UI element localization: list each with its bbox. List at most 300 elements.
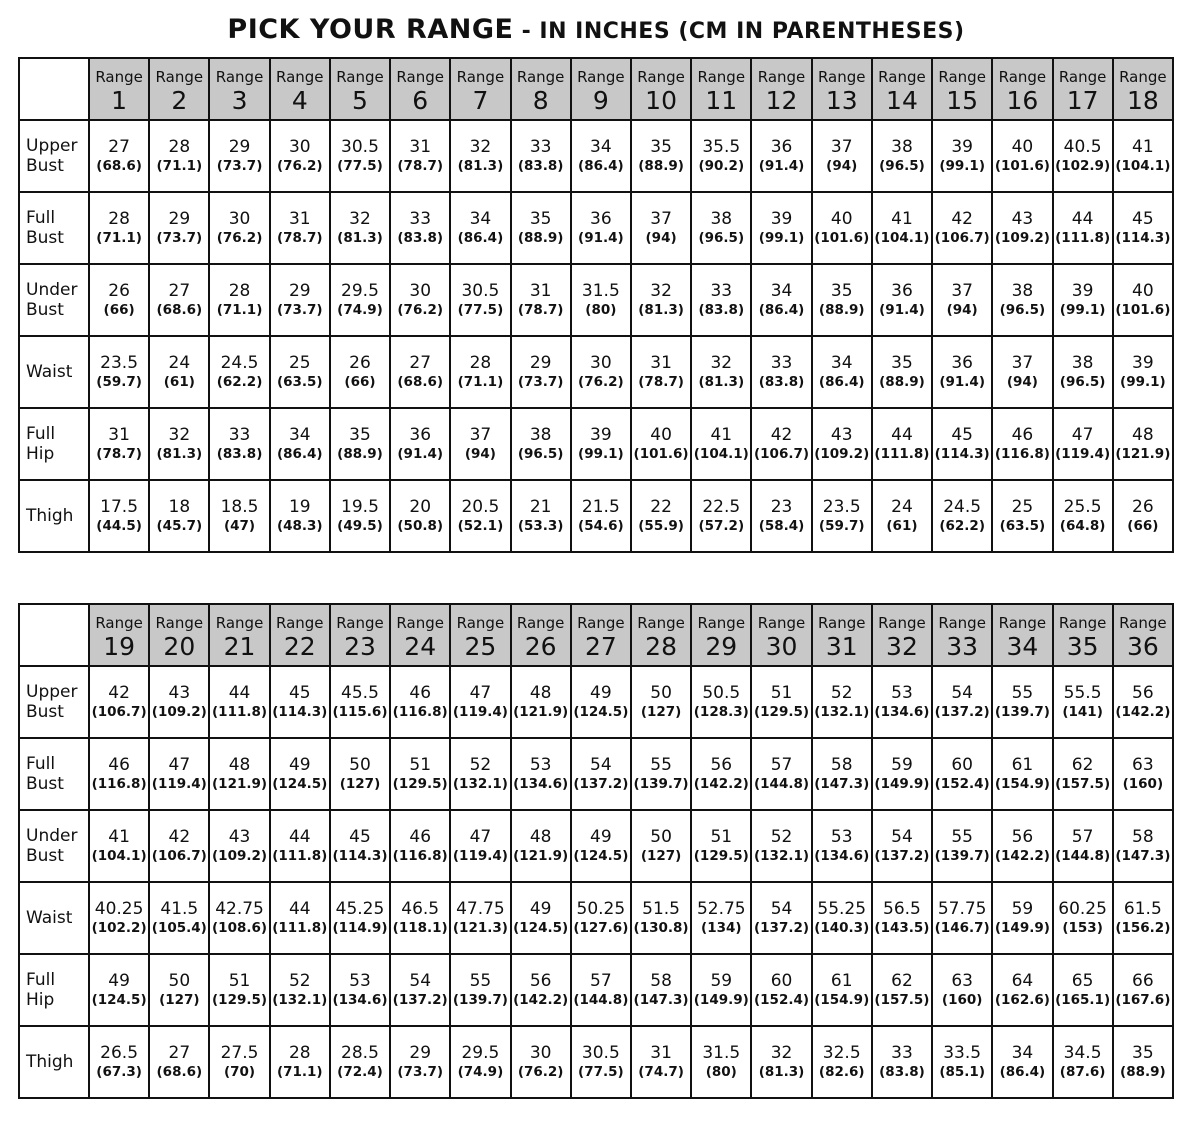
measurement-cell	[450, 192, 510, 264]
measurement-cell	[691, 264, 751, 336]
cm-value: (73.7)	[397, 1064, 444, 1081]
cm-value: (94)	[946, 302, 978, 319]
cm-value: (114.3)	[934, 446, 990, 463]
range-number: 30	[765, 631, 798, 661]
range-number: 1	[111, 85, 128, 115]
range-number: 23	[344, 631, 376, 661]
measurement-cell	[571, 264, 631, 336]
cm-value: (59.7)	[818, 518, 865, 535]
inches-value: 31.5	[581, 280, 620, 301]
inches-value: 38	[1011, 280, 1034, 301]
measurement-cell	[751, 264, 811, 336]
range-word: Range	[577, 67, 625, 86]
row-label-line1: Upper	[26, 135, 78, 156]
cm-value: (137.2)	[573, 776, 629, 793]
inches-value: 33.5	[943, 1042, 982, 1063]
cm-value: (76.2)	[517, 1064, 564, 1081]
cm-value: (74.7)	[638, 1064, 684, 1081]
range-number: 27	[584, 631, 617, 661]
inches-value: 32	[349, 208, 371, 229]
measurement-cell	[932, 954, 992, 1026]
range-word: Range	[938, 613, 986, 632]
measurement-cell	[751, 480, 811, 552]
inches-value: 51	[409, 754, 432, 775]
inches-value: 20	[409, 496, 432, 517]
cm-value: (77.5)	[578, 1064, 624, 1081]
cm-value: (88.9)	[638, 158, 684, 175]
measurement-cell	[571, 120, 631, 192]
measurement-cell	[751, 954, 811, 1026]
range-word: Range	[817, 613, 866, 632]
cm-value: (124.5)	[91, 992, 147, 1009]
measurement-cell	[751, 120, 811, 192]
cm-value: (134)	[701, 920, 742, 937]
measurement-cell	[992, 810, 1052, 882]
measurement-cell	[631, 882, 691, 954]
inches-value: 55	[469, 970, 492, 991]
measurement-cell	[631, 666, 691, 738]
range-number: 32	[886, 631, 918, 661]
cm-value: (76.2)	[276, 158, 323, 175]
range-number: 21	[223, 631, 256, 661]
cm-value: (81.3)	[698, 374, 745, 391]
cm-value: (147.3)	[1115, 848, 1171, 865]
cm-value: (134.6)	[513, 776, 569, 793]
inches-value: 48	[529, 682, 552, 703]
measurement-cell	[872, 882, 932, 954]
inches-value: 56	[529, 970, 552, 991]
cm-value: (128.3)	[693, 704, 749, 721]
range-header	[631, 58, 691, 120]
cm-value: (106.7)	[91, 704, 147, 721]
measurement-cell	[1053, 408, 1113, 480]
cm-value: (101.6)	[814, 230, 870, 247]
range-word: Range	[336, 613, 384, 632]
inches-value: 34	[830, 352, 853, 373]
measurement-cell	[1053, 954, 1113, 1026]
measurement-cell	[89, 120, 149, 192]
inches-value: 30	[409, 280, 432, 301]
cm-value: (121.9)	[212, 776, 268, 793]
cm-value: (149.9)	[874, 776, 930, 793]
range-header	[1113, 604, 1173, 666]
inches-value: 57	[1071, 826, 1094, 847]
inches-value: 36	[590, 208, 612, 229]
range-word: Range	[275, 613, 324, 632]
cm-value: (58.4)	[758, 518, 805, 535]
cm-value: (114.9)	[332, 920, 388, 937]
row-label-line1: Full	[26, 207, 56, 228]
inches-value: 21	[529, 496, 552, 517]
measurement-cell	[450, 954, 510, 1026]
cm-value: (68.6)	[397, 374, 444, 391]
range-header	[209, 58, 269, 120]
cm-value: (66)	[103, 302, 135, 319]
measurement-cell	[691, 738, 751, 810]
cm-value: (139.7)	[994, 704, 1050, 721]
row-label-line2: Hip	[26, 990, 55, 1010]
inches-value: 33	[770, 352, 793, 373]
row-label-line2: Bust	[26, 702, 64, 722]
range-word: Range	[577, 613, 625, 632]
measurement-cell	[571, 480, 631, 552]
cm-value: (132.1)	[753, 848, 810, 865]
cm-value: (45.7)	[156, 518, 203, 535]
measurement-cell	[209, 1026, 269, 1098]
inches-value: 26	[349, 352, 371, 373]
measurement-cell	[812, 1026, 872, 1098]
range-number: 18	[1126, 85, 1159, 115]
cm-value: (81.3)	[638, 302, 684, 319]
measurement-cell	[149, 480, 209, 552]
inches-value: 31	[409, 136, 432, 157]
cm-value: (129.5)	[753, 704, 810, 721]
inches-value: 24.5	[220, 352, 259, 373]
inches-value: 57	[590, 970, 612, 991]
range-header	[932, 58, 992, 120]
measurement-row	[19, 192, 1173, 264]
cm-value: (99.1)	[758, 230, 805, 247]
inches-value: 42	[770, 424, 793, 445]
inches-value: 60	[770, 970, 793, 991]
cm-value: (124.5)	[573, 848, 629, 865]
range-header	[89, 604, 149, 666]
row-label-line1: Full	[26, 423, 56, 444]
cm-value: (78.7)	[276, 230, 323, 247]
cm-value: (167.6)	[1115, 992, 1171, 1009]
cm-value: (121.9)	[1115, 446, 1171, 463]
cm-value: (162.6)	[994, 992, 1050, 1009]
measurement-cell	[992, 738, 1052, 810]
measurement-cell	[571, 882, 631, 954]
cm-value: (134.6)	[814, 848, 870, 865]
cm-value: (116.8)	[91, 776, 147, 793]
measurement-cell	[751, 738, 811, 810]
inches-value: 42	[951, 208, 973, 229]
inches-value: 52.75	[696, 898, 746, 919]
inches-value: 37	[650, 208, 672, 229]
measurement-cell	[511, 120, 571, 192]
measurement-cell	[751, 1026, 811, 1098]
cm-value: (101.6)	[633, 446, 689, 463]
inches-value: 65	[1071, 970, 1094, 991]
measurement-cell	[209, 336, 269, 408]
measurement-cell	[812, 120, 872, 192]
measurement-cell	[89, 480, 149, 552]
inches-value: 38	[710, 208, 733, 229]
inches-value: 60.25	[1058, 898, 1107, 919]
range-word: Range	[155, 613, 204, 632]
cm-value: (130.8)	[633, 920, 689, 937]
measurement-row	[19, 666, 1173, 738]
inches-value: 28	[288, 1042, 311, 1063]
measurement-cell	[1053, 738, 1113, 810]
inches-value: 31.5	[702, 1042, 741, 1063]
measurement-cell	[390, 264, 450, 336]
measurement-cell	[1113, 480, 1173, 552]
inches-value: 30	[288, 136, 311, 157]
measurement-cell	[932, 408, 992, 480]
range-header	[812, 58, 872, 120]
inches-value: 53	[529, 754, 552, 775]
cm-value: (87.6)	[1059, 1064, 1106, 1081]
cm-value: (86.4)	[818, 374, 865, 391]
range-word: Range	[878, 613, 926, 632]
inches-value: 44	[288, 826, 311, 847]
cm-value: (147.3)	[633, 992, 689, 1009]
range-word: Range	[516, 67, 565, 86]
inches-value: 31	[108, 424, 130, 445]
inches-value: 34	[770, 280, 793, 301]
measurement-cell	[89, 1026, 149, 1098]
measurement-cell	[511, 264, 571, 336]
inches-value: 27	[409, 352, 432, 373]
measurement-cell	[992, 1026, 1052, 1098]
measurement-row	[19, 810, 1173, 882]
measurement-row	[19, 408, 1173, 480]
cm-value: (127.6)	[573, 920, 629, 937]
inches-value: 39	[770, 208, 793, 229]
cm-value: (140.3)	[814, 920, 870, 937]
cm-value: (127)	[339, 776, 381, 793]
measurement-cell	[270, 1026, 330, 1098]
measurement-cell	[1053, 120, 1113, 192]
row-label-line1: Waist	[26, 361, 73, 382]
inches-value: 52	[830, 682, 853, 703]
measurement-cell	[691, 882, 751, 954]
measurement-cell	[992, 336, 1052, 408]
cm-value: (55.9)	[638, 518, 684, 535]
measurement-cell	[631, 264, 691, 336]
cm-value: (119.4)	[452, 848, 508, 865]
measurement-cell	[812, 192, 872, 264]
row-label-line1: Thigh	[26, 505, 74, 526]
measurement-cell	[1113, 1026, 1173, 1098]
cm-value: (85.1)	[939, 1064, 985, 1081]
measurement-cell	[450, 1026, 510, 1098]
cm-value: (139.7)	[452, 992, 508, 1009]
range-word: Range	[95, 67, 143, 86]
inches-value: 33	[409, 208, 432, 229]
inches-value: 45.5	[341, 682, 379, 703]
measurement-cell	[1113, 408, 1173, 480]
inches-value: 35	[349, 424, 371, 445]
cm-value: (152.4)	[753, 992, 810, 1009]
measurement-cell	[330, 810, 390, 882]
cm-value: (80)	[705, 1064, 737, 1081]
range-word: Range	[275, 67, 324, 86]
inches-value: 41	[710, 424, 733, 445]
measurement-cell	[751, 882, 811, 954]
range-header	[571, 604, 631, 666]
measurement-cell	[450, 810, 510, 882]
cm-value: (116.8)	[392, 704, 448, 721]
cm-value: (149.9)	[693, 992, 749, 1009]
range-header	[691, 604, 751, 666]
cm-value: (111.8)	[212, 704, 268, 721]
inches-value: 22	[650, 496, 672, 517]
measurement-cell	[1113, 738, 1173, 810]
inches-value: 24.5	[943, 496, 982, 517]
cm-value: (152.4)	[934, 776, 990, 793]
row-label-line1: Thigh	[26, 1051, 74, 1072]
cm-value: (154.9)	[814, 992, 870, 1009]
cm-value: (104.1)	[693, 446, 749, 463]
inches-value: 57.75	[937, 898, 987, 919]
cm-value: (67.3)	[96, 1064, 142, 1081]
cm-value: (63.5)	[999, 518, 1046, 535]
cm-value: (114.3)	[1115, 230, 1171, 247]
measurement-cell	[209, 480, 269, 552]
measurement-cell	[872, 408, 932, 480]
measurement-row	[19, 264, 1173, 336]
cm-value: (86.4)	[276, 446, 323, 463]
cm-value: (73.7)	[216, 158, 263, 175]
range-number: 10	[645, 85, 677, 115]
inches-value: 62	[1071, 754, 1094, 775]
measurement-cell	[330, 480, 390, 552]
measurement-row	[19, 120, 1173, 192]
range-word: Range	[878, 67, 926, 86]
measurement-cell	[812, 264, 872, 336]
cm-value: (83.8)	[879, 1064, 925, 1081]
measurement-cell	[751, 666, 811, 738]
inches-value: 25	[1011, 496, 1034, 517]
measurement-cell	[390, 882, 450, 954]
inches-value: 54	[891, 826, 913, 847]
cm-value: (129.5)	[392, 776, 448, 793]
inches-value: 28.5	[341, 1042, 379, 1063]
measurement-cell	[390, 738, 450, 810]
row-label-line2: Bust	[26, 156, 64, 176]
measurement-cell	[270, 264, 330, 336]
measurement-cell	[1053, 192, 1113, 264]
measurement-cell	[691, 408, 751, 480]
measurement-cell	[751, 192, 811, 264]
cm-value: (76.2)	[216, 230, 263, 247]
measurement-cell	[390, 480, 450, 552]
range-header	[751, 604, 811, 666]
cm-value: (156.2)	[1115, 920, 1171, 937]
inches-value: 40	[1132, 280, 1154, 301]
inches-value: 55	[650, 754, 672, 775]
measurement-cell	[209, 408, 269, 480]
cm-value: (121.9)	[513, 704, 569, 721]
inches-value: 66	[1132, 970, 1154, 991]
inches-value: 41.5	[160, 898, 199, 919]
inches-value: 26	[108, 280, 130, 301]
row-label	[19, 120, 89, 192]
cm-value: (83.8)	[397, 230, 444, 247]
range-word: Range	[396, 613, 444, 632]
cm-value: (99.1)	[1059, 302, 1106, 319]
inches-value: 49	[590, 826, 612, 847]
inches-value: 44	[891, 424, 913, 445]
cm-value: (142.2)	[693, 776, 749, 793]
measurement-cell	[390, 120, 450, 192]
cm-value: (154.9)	[994, 776, 1050, 793]
cm-value: (91.4)	[939, 374, 985, 391]
cm-value: (111.8)	[874, 446, 930, 463]
measurement-cell	[390, 408, 450, 480]
cm-value: (109.2)	[994, 230, 1050, 247]
cm-value: (48.3)	[276, 518, 323, 535]
cm-value: (86.4)	[578, 158, 624, 175]
cm-value: (144.8)	[753, 776, 810, 793]
measurement-cell	[330, 192, 390, 264]
measurement-cell	[270, 882, 330, 954]
cm-value: (108.6)	[212, 920, 268, 937]
cm-value: (81.3)	[337, 230, 383, 247]
inches-value: 50.5	[702, 682, 741, 703]
cm-value: (91.4)	[397, 446, 444, 463]
measurement-cell	[992, 192, 1052, 264]
cm-value: (73.7)	[156, 230, 203, 247]
cm-value: (119.4)	[151, 776, 207, 793]
measurement-cell	[571, 666, 631, 738]
cm-value: (62.2)	[216, 374, 263, 391]
cm-value: (68.6)	[156, 302, 203, 319]
measurement-cell	[812, 408, 872, 480]
range-number: 2	[171, 85, 188, 115]
inches-value: 51.5	[642, 898, 680, 919]
inches-value: 42	[168, 826, 191, 847]
inches-value: 40	[650, 424, 672, 445]
inches-value: 45	[951, 424, 973, 445]
cm-value: (70)	[223, 1064, 256, 1081]
measurement-cell	[89, 264, 149, 336]
cm-value: (149.9)	[994, 920, 1050, 937]
cm-value: (94)	[464, 446, 496, 463]
inches-value: 45.25	[335, 898, 385, 919]
measurement-cell	[149, 810, 209, 882]
measurement-cell	[270, 480, 330, 552]
cm-value: (124.5)	[272, 776, 328, 793]
measurement-cell	[992, 954, 1052, 1026]
measurement-cell	[1113, 882, 1173, 954]
inches-value: 25	[288, 352, 311, 373]
measurement-cell	[511, 336, 571, 408]
measurement-cell	[932, 264, 992, 336]
cm-value: (144.8)	[573, 992, 629, 1009]
cm-value: (66)	[344, 374, 376, 391]
measurement-cell	[631, 192, 691, 264]
measurement-cell	[511, 408, 571, 480]
inches-value: 33	[891, 1042, 913, 1063]
inches-value: 51	[710, 826, 733, 847]
range-word: Range	[516, 613, 565, 632]
measurement-cell	[89, 192, 149, 264]
inches-value: 31	[650, 1042, 672, 1063]
range-number: 31	[825, 631, 858, 661]
size-table-ranges-1-18	[18, 57, 1174, 553]
range-word: Range	[998, 613, 1047, 632]
measurement-cell	[89, 336, 149, 408]
measurement-cell	[511, 192, 571, 264]
cm-value: (71.1)	[96, 230, 142, 247]
measurement-cell	[932, 666, 992, 738]
cm-value: (96.5)	[517, 446, 564, 463]
cm-value: (88.9)	[1120, 1064, 1166, 1081]
cm-value: (81.3)	[457, 158, 504, 175]
cm-value: (91.4)	[879, 302, 925, 319]
measurement-cell	[270, 408, 330, 480]
range-word: Range	[95, 613, 143, 632]
inches-value: 42	[108, 682, 130, 703]
inches-value: 41	[1132, 136, 1154, 157]
cm-value: (71.1)	[216, 302, 263, 319]
cm-value: (78.7)	[96, 446, 142, 463]
